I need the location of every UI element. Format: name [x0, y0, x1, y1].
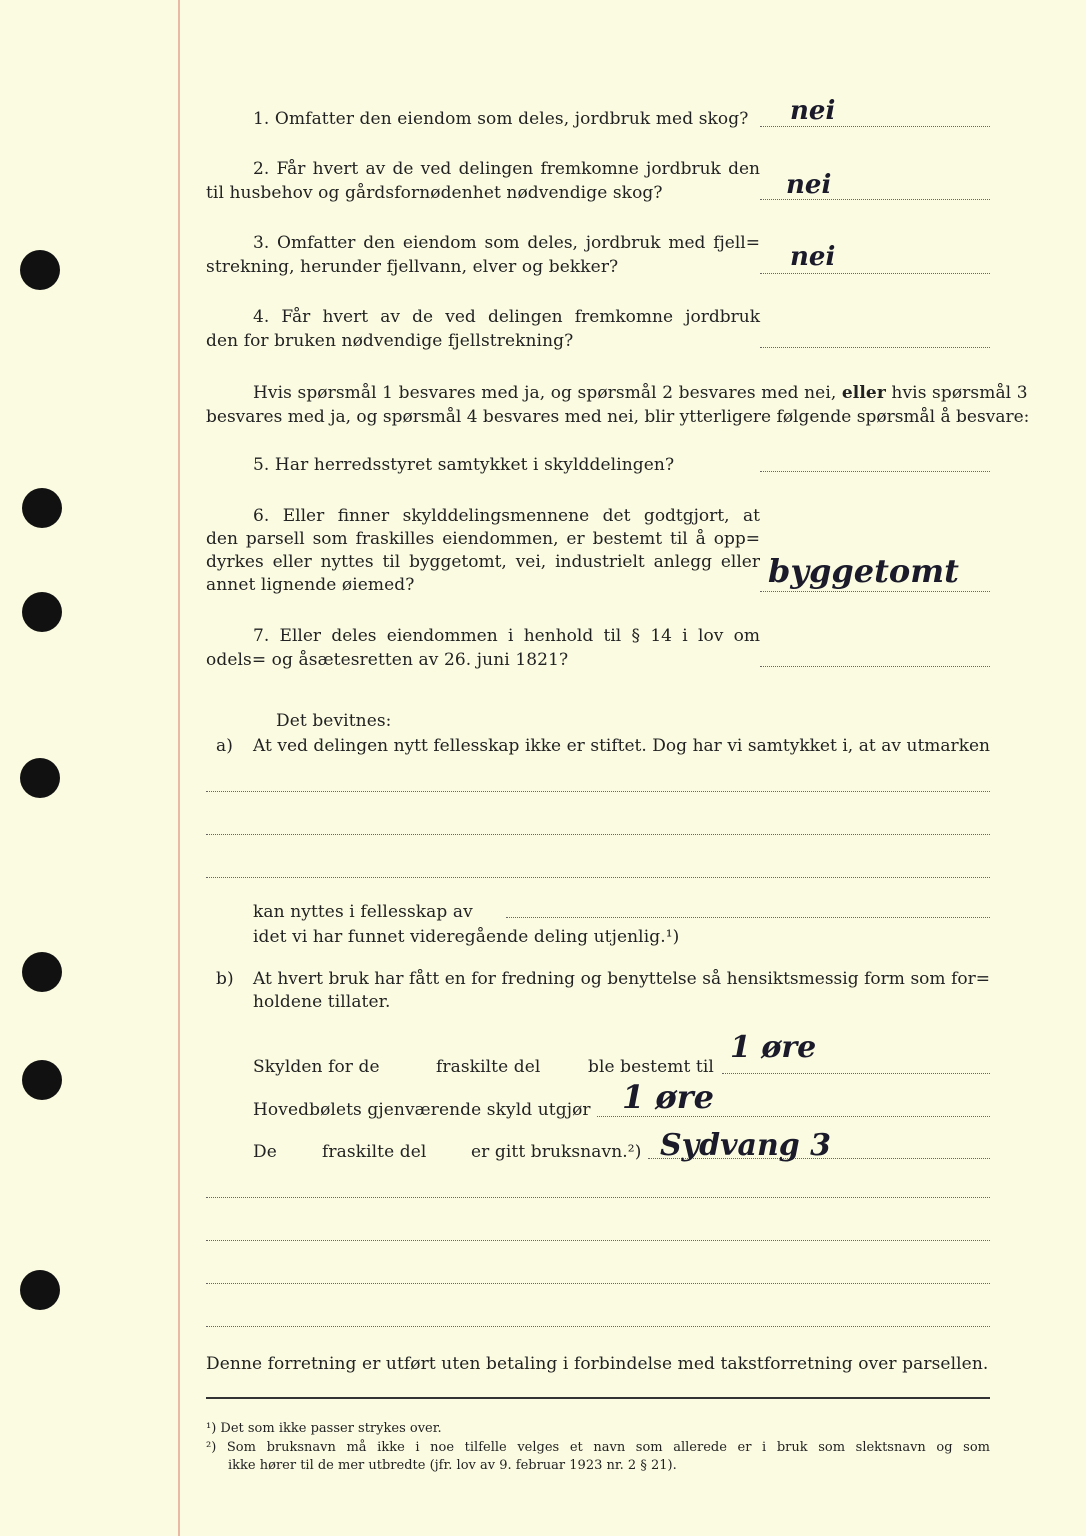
attest-b-label: b): [216, 969, 234, 989]
question-4-line2: den for bruken nødvendige fjellstrekning?: [206, 331, 574, 351]
fill-line: [206, 1240, 990, 1241]
answer-line: [760, 666, 990, 667]
question-5: 5. Har herredsstyret samtykket i skylddelingen?: [253, 455, 675, 475]
instruction-line2: besvares med ja, og spørsmål 4 besvares med nei, blir ytterligere følgende spørsmål å besvare:: [206, 407, 1030, 427]
punch-hole: [20, 250, 60, 290]
question-6-line4: annet lignende øiemed?: [206, 575, 415, 595]
question-3-line1: 3. Omfatter den eiendom som deles, jordbruk med fjell=: [253, 233, 760, 253]
answer-line: [760, 591, 990, 592]
fill-line: [206, 1283, 990, 1284]
answer-line: [760, 471, 990, 472]
skyld-label-b: fraskilte del: [436, 1057, 541, 1077]
footnote-1: ¹) Det som ikke passer strykes over.: [206, 1421, 442, 1436]
answer-line: [760, 273, 990, 274]
skyld-answer: 1 øre: [730, 1030, 817, 1065]
answer-line: [760, 126, 990, 127]
bruksnavn-answer: Sydvang 3: [660, 1128, 832, 1163]
skyld-label-a: Skylden for de: [253, 1057, 380, 1077]
bruksnavn-label-a: De: [253, 1142, 277, 1162]
bruksnavn-label-c: er gitt bruksnavn.²): [471, 1142, 642, 1162]
attest-heading: Det bevitnes:: [276, 711, 392, 731]
answer-line: [760, 347, 990, 348]
question-6-line3: dyrkes eller nyttes til byggetomt, vei, industrielt anlegg eller: [206, 552, 760, 572]
margin-line: [178, 0, 180, 1536]
hovedbol-answer: 1 øre: [622, 1078, 714, 1116]
question-6-line2: den parsell som fraskilles eiendommen, er bestemt til å opp=: [206, 529, 760, 549]
punch-hole: [20, 758, 60, 798]
fill-line: [206, 1197, 990, 1198]
answer-line: [722, 1073, 990, 1074]
answer-line: [597, 1116, 990, 1117]
answer-q6: byggetomt: [768, 552, 959, 590]
attest-a-text: At ved delingen nytt fellesskap ikke er stiftet. Dog har vi samtykket i, at av utmarken: [253, 736, 990, 756]
punch-hole: [22, 952, 62, 992]
question-2-line1: 2. Får hvert av de ved delingen fremkomne jordbruk den: [253, 159, 760, 179]
answer-q1: nei: [790, 96, 836, 126]
fill-line: [506, 917, 990, 918]
closing-statement: Denne forretning er utført uten betaling i forbindelse med takstforretning over parsellen.: [206, 1354, 989, 1374]
fill-line: [206, 1326, 990, 1327]
question-6-line1: 6. Eller finner skylddelingsmennene det godtgjort, at: [253, 506, 760, 526]
answer-q2: nei: [786, 170, 832, 200]
footnote-rule: [206, 1397, 990, 1399]
instruction-line1: Hvis spørsmål 1 besvares med ja, og spørsmål 2 besvares med nei, eller hvis spørsmål 3: [253, 383, 1028, 403]
punch-hole: [20, 1270, 60, 1310]
hovedbol-label: Hovedbølets gjenværende skyld utgjør: [253, 1100, 591, 1120]
attest-b-line2: holdene tillater.: [253, 992, 391, 1012]
fill-line: [206, 834, 990, 835]
fill-line: [206, 877, 990, 878]
answer-q3: nei: [790, 242, 836, 272]
question-7-line1: 7. Eller deles eiendommen i henhold til § 14 i lov om: [253, 626, 760, 646]
footnote-2-line2: ikke hører til de mer utbredte (jfr. lov av 9. februar 1923 nr. 2 § 21).: [228, 1458, 677, 1473]
punch-hole: [22, 592, 62, 632]
bruksnavn-label-b: fraskilte del: [322, 1142, 427, 1162]
punch-hole: [22, 1060, 62, 1100]
question-3-line2: strekning, herunder fjellvann, elver og bekker?: [206, 257, 619, 277]
question-7-line2: odels= og åsætesretten av 26. juni 1821?: [206, 650, 569, 670]
fill-line: [206, 791, 990, 792]
question-2-line2: til husbehov og gårdsfornødenhet nødvendige skog?: [206, 183, 663, 203]
punch-hole: [22, 488, 62, 528]
attest-b-line1: At hvert bruk har fått en for fredning og benyttelse så hensiktsmessig form som for=: [253, 969, 990, 989]
kan-nyttes-label: kan nyttes i fellesskap av: [253, 902, 473, 922]
footnote-2-line1: ²) Som bruksnavn må ikke i noe tilfelle velges et navn som allerede er i bruk som slektsnavn og som: [206, 1440, 990, 1455]
question-4-line1: 4. Får hvert av de ved delingen fremkomne jordbruk: [253, 307, 760, 327]
attest-a-label: a): [216, 736, 233, 756]
question-1: 1. Omfatter den eiendom som deles, jordbruk med skog?: [253, 109, 749, 129]
skyld-label-c: ble bestemt til: [588, 1057, 714, 1077]
idet-text: idet vi har funnet videregående deling utjenlig.¹): [253, 927, 680, 947]
